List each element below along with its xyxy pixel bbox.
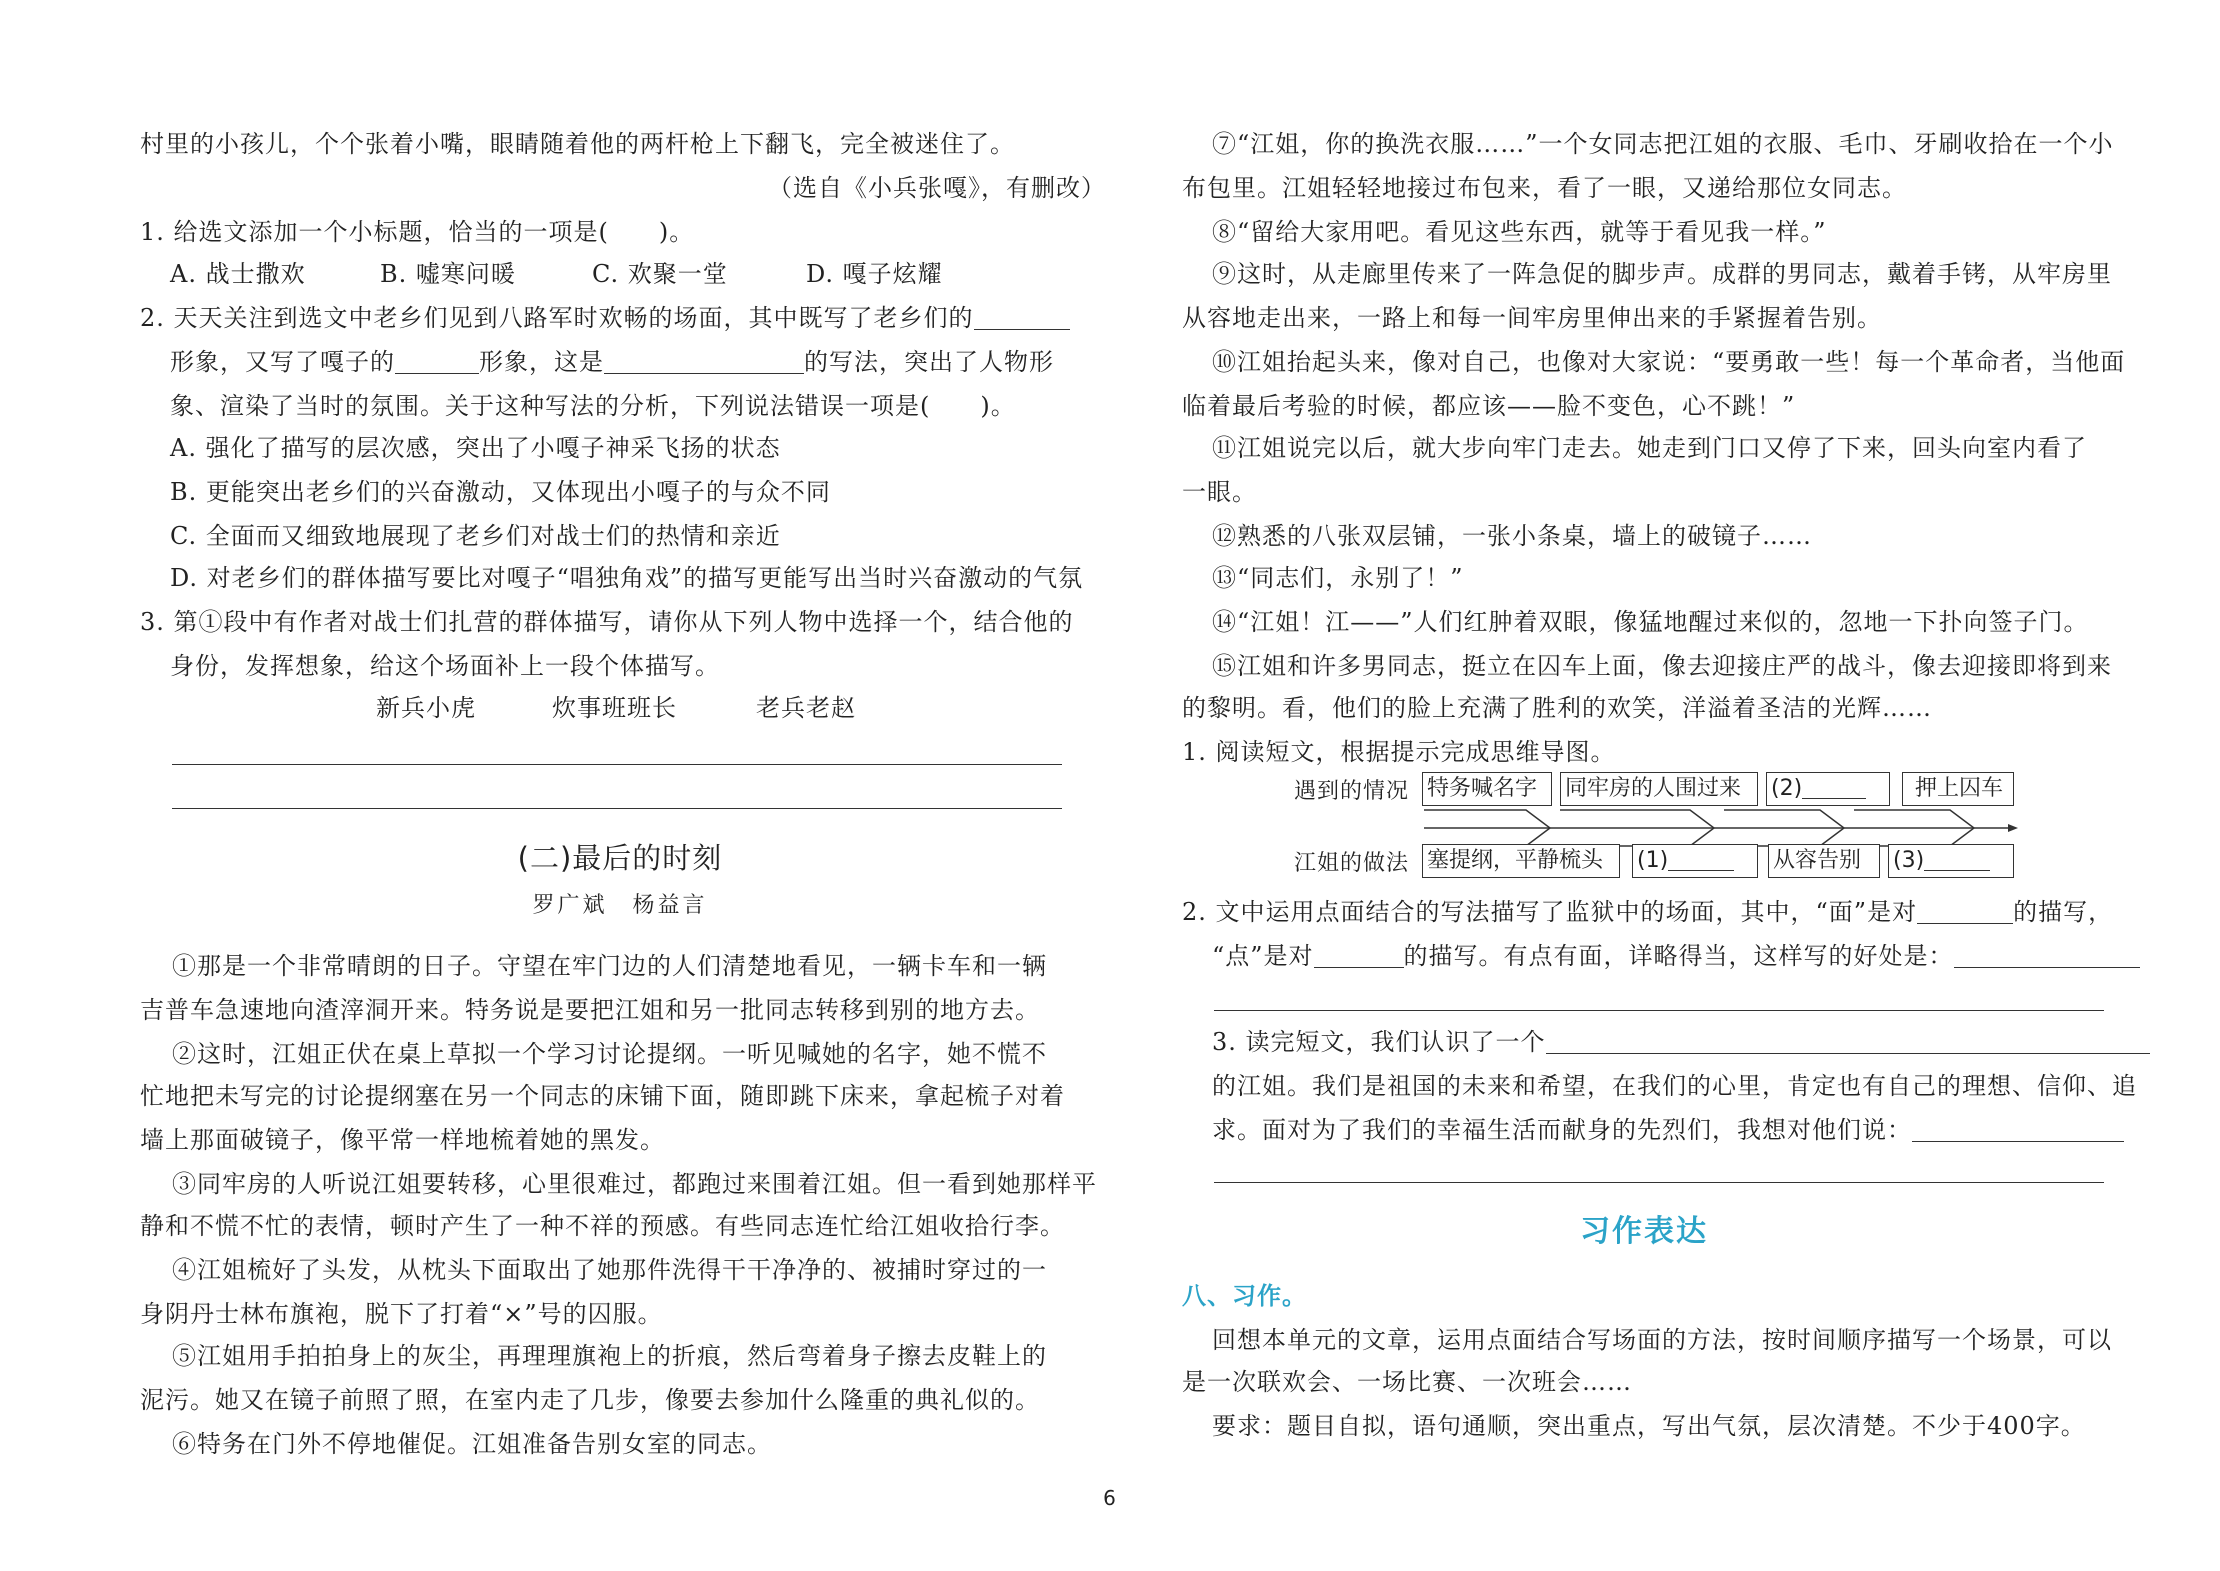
- paragraph-line: 静和不慌不忙的表情，顿时产生了一种不祥的预感。有些同志连忙给江姐收拾行李。: [140, 1212, 1065, 1240]
- paragraph-line: 临着最后考验的时候，都应该——脸不变色，心不跳！”: [1182, 392, 1796, 420]
- paragraph-line: 泥污。她又在镜子前照了照，在室内走了几步，像要去参加什么隆重的典礼似的。: [140, 1386, 1040, 1414]
- map-box-hide-outline: 塞提纲，平静梳头: [1422, 844, 1620, 878]
- paragraph-line: ⑬“同志们，永别了！”: [1212, 564, 1464, 592]
- q1-stem: 1. 阅读短文，根据提示完成思维导图。: [1182, 738, 1616, 766]
- answer-blank[interactable]: [1802, 778, 1866, 799]
- map-box-prison-van: 押上囚车: [1902, 772, 2014, 806]
- q2-line-1: 2. 天天关注到选文中老乡们见到八路军时欢畅的场面，其中既写了老乡们的: [140, 300, 1070, 336]
- map-box-cellmates: 同牢房的人围过来: [1560, 772, 1758, 806]
- q1-option-c: C. 欢聚一堂: [592, 260, 728, 288]
- answer-blank[interactable]: [1912, 1117, 2124, 1142]
- answer-blank[interactable]: [1924, 850, 1990, 871]
- q2-option-c: C. 全面而又细致地展现了老乡们对战士们的热情和亲近: [170, 522, 781, 550]
- paragraph-line: 吉普车急速地向渣滓洞开来。特务说是要把江姐和另一批同志转移到别的地方去。: [140, 996, 1040, 1024]
- paragraph-line: ⑥特务在门外不停地催促。江姐准备告别女室的同志。: [172, 1430, 772, 1458]
- answer-line[interactable]: [172, 764, 1062, 765]
- map-box-blank-1[interactable]: (1): [1632, 844, 1758, 878]
- answer-blank[interactable]: [1954, 943, 2140, 968]
- task-line: 要求：题目自拟，语句通顺，突出重点，写出气氛，层次清楚。不少于400字。: [1212, 1412, 2086, 1440]
- paragraph-line: ⑫熟悉的八张双层铺，一张小条桌，墙上的破镜子……: [1212, 522, 1812, 550]
- paragraph-line: 一眼。: [1182, 478, 1257, 506]
- q2-line-2: “点”是对 的描写。有点有面，详略得当，这样写的好处是：: [1212, 938, 2140, 974]
- paragraph-line: 墙上那面破镜子，像平常一样地梳着她的黑发。: [140, 1126, 665, 1154]
- q1-option-d: D. 嘎子炫耀: [806, 260, 943, 288]
- answer-blank[interactable]: [1546, 1029, 2150, 1054]
- paragraph-line: ④江姐梳好了头发，从枕头下面取出了她那件洗得干干净净的、被捕时穿过的一: [172, 1256, 1047, 1284]
- task-line: 回想本单元的文章，运用点面结合写场面的方法，按时间顺序描写一个场景，可以: [1212, 1326, 2112, 1354]
- paragraph-line: ①那是一个非常晴朗的日子。守望在牢门边的人们清楚地看见，一辆卡车和一辆: [172, 952, 1047, 980]
- paragraph-line: ⑤江姐用手拍拍身上的灰尘，再理理旗袍上的折痕，然后弯着身子擦去皮鞋上的: [172, 1342, 1047, 1370]
- q3-choice: 老兵老赵: [756, 694, 856, 722]
- map-box-special-agent: 特务喊名字: [1422, 772, 1552, 806]
- map-box-blank-3[interactable]: (3): [1888, 844, 2014, 878]
- task-line: 是一次联欢会、一场比赛、一次班会……: [1182, 1368, 1632, 1396]
- answer-blank[interactable]: [395, 349, 479, 374]
- q3-choice: 炊事班班长: [552, 694, 677, 722]
- passage-title: (二)最后的时刻: [517, 841, 723, 875]
- paragraph-line: 忙地把未写完的讨论提纲塞在另一个同志的床铺下面，随即跳下床来，拿起梳子对着: [140, 1082, 1065, 1110]
- q1-stem: 1. 给选文添加一个小标题，恰当的一项是( )。: [140, 218, 695, 246]
- q3-line-2: 的江姐。我们是祖国的未来和希望，在我们的心里，肯定也有自己的理想、信仰、追: [1212, 1072, 2137, 1100]
- q3-line-3: 求。面对为了我们的幸福生活而献身的先烈们，我想对他们说：: [1212, 1112, 2124, 1148]
- q3-line-1: 3. 第①段中有作者对战士们扎营的群体描写，请你从下列人物中选择一个，结合他的: [140, 608, 1074, 636]
- q2-option-a: A. 强化了描写的层次感，突出了小嘎子神采飞扬的状态: [170, 434, 781, 462]
- passage-line: 村里的小孩儿，个个张着小嘴，眼睛随着他的两杆枪上下翻飞，完全被迷住了。: [140, 130, 1015, 158]
- paragraph-line: ⑨这时，从走廊里传来了一阵急促的脚步声。成群的男同志，戴着手铐，从牢房里: [1212, 260, 2112, 288]
- answer-line[interactable]: [172, 808, 1062, 809]
- paragraph-line: 身阴丹士林布旗袍，脱下了打着“×”号的囚服。: [140, 1300, 663, 1328]
- q3-line-1: 3. 读完短文，我们认识了一个: [1212, 1024, 2150, 1060]
- mind-map-row-label: 遇到的情况: [1294, 779, 1410, 804]
- answer-blank[interactable]: [974, 305, 1070, 330]
- paragraph-line: ⑩江姐抬起头来，像对自己，也像对大家说：“要勇敢一些！每一个革命者，当他面: [1212, 348, 2126, 376]
- answer-line[interactable]: [1214, 1182, 2104, 1183]
- paragraph-line: ②这时，江姐正伏在桌上草拟一个学习讨论提纲。一听见喊她的名字，她不慌不: [172, 1040, 1047, 1068]
- q3-choice: 新兵小虎: [376, 694, 476, 722]
- section-title: 习作表达: [1580, 1214, 1708, 1249]
- answer-blank[interactable]: [1668, 850, 1734, 871]
- paragraph-line: ③同牢房的人听说江姐要转移，心里很难过，都跑过来围着江姐。但一看到她那样平: [172, 1170, 1097, 1198]
- paragraph-line: ⑮江姐和许多男同志，挺立在囚车上面，像去迎接庄严的战斗，像去迎接即将到来: [1212, 652, 2112, 680]
- map-box-blank-2[interactable]: (2): [1766, 772, 1890, 806]
- q2-option-b: B. 更能突出老乡们的兴奋激动，又体现出小嘎子的与众不同: [170, 478, 831, 506]
- source-note: （选自《小兵张嘎》，有删改）: [768, 174, 1106, 202]
- q2-line-2: 形象，又写了嘎子的 形象，这是 的写法，突出了人物形: [170, 348, 1054, 376]
- task-label: 八、习作。: [1182, 1282, 1307, 1310]
- q2-line-1: 2. 文中运用点面结合的写法描写了监狱中的场面，其中，“面”是对 的描写，: [1182, 898, 2114, 926]
- paragraph-line: ⑧“留给大家用吧。看见这些东西，就等于看见我一样。”: [1212, 218, 1827, 246]
- answer-line[interactable]: [1214, 1010, 2104, 1011]
- passage-authors: 罗广斌 杨益言: [532, 893, 708, 918]
- q2-option-d: D. 对老乡们的群体描写要比对嘎子“唱独角戏”的描写更能写出当时兴奋激动的气氛: [170, 564, 1084, 592]
- paragraph-line: ⑭“江姐！江——”人们红肿着双眼，像猛地醒过来似的，忽地一下扑向签子门。: [1212, 608, 2089, 636]
- map-box-farewell: 从容告别: [1768, 844, 1880, 878]
- q1-option-b: B. 嘘寒问暖: [380, 260, 516, 288]
- page-number: 6: [1103, 1486, 1117, 1510]
- q3-line-2: 身份，发挥想象，给这个场面补上一段个体描写。: [170, 652, 720, 680]
- mind-map-row-label: 江姐的做法: [1294, 851, 1410, 876]
- paragraph-line: ⑪江姐说完以后，就大步向牢门走去。她走到门口又停了下来，回头向室内看了: [1212, 434, 2087, 462]
- q1-option-a: A. 战士撒欢: [170, 260, 306, 288]
- q2-line-3: 象、渲染了当时的氛围。关于这种写法的分析，下列说法错误一项是( )。: [170, 392, 1016, 420]
- paragraph-line: 的黎明。看，他们的脸上充满了胜利的欢笑，洋溢着圣洁的光辉……: [1182, 694, 1932, 722]
- answer-blank[interactable]: [604, 349, 804, 374]
- paragraph-line: ⑦“江姐，你的换洗衣服……”一个女同志把江姐的衣服、毛巾、牙刷收拾在一个小: [1212, 130, 2114, 158]
- answer-blank[interactable]: [1917, 899, 2013, 924]
- paragraph-line: 从容地走出来，一路上和每一间牢房里伸出来的手紧握着告别。: [1182, 304, 1882, 332]
- paragraph-line: 布包里。江姐轻轻地接过布包来，看了一眼，又递给那位女同志。: [1182, 174, 1907, 202]
- answer-blank[interactable]: [1314, 943, 1404, 968]
